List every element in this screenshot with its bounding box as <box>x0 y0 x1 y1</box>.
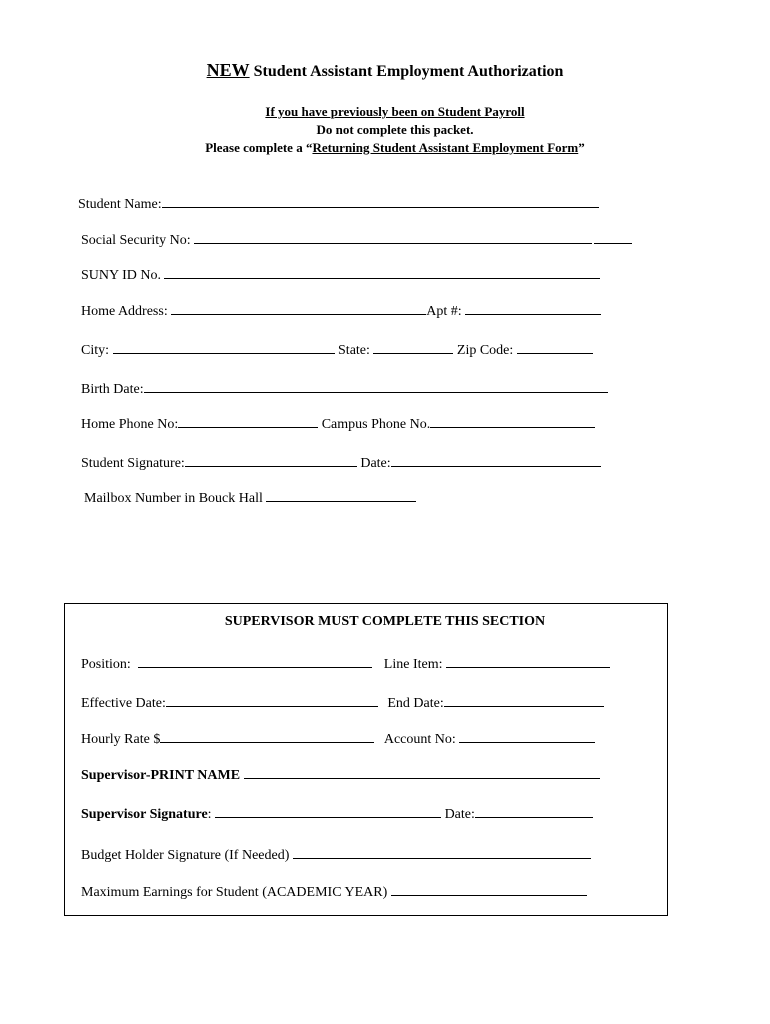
end-date-label: End Date: <box>387 696 444 711</box>
mailbox-row <box>84 487 416 505</box>
student-signature-label: Student Signature: <box>81 456 185 471</box>
notice-line-2: Do not complete this packet. <box>316 122 474 137</box>
student-date-label: Date: <box>360 456 391 471</box>
returning-form-name: Returning Student Assistant Employment Form <box>312 140 579 155</box>
ssn-field-suffix[interactable] <box>594 229 632 244</box>
supervisor-signature-row <box>81 803 593 821</box>
max-earnings-label: Maximum Earnings for Student (ACADEMIC YEAR) <box>81 885 388 900</box>
student-name-row <box>78 193 599 211</box>
student-date-field[interactable] <box>391 452 601 467</box>
city-label: City: <box>81 343 110 358</box>
print-name-field[interactable] <box>244 764 600 779</box>
student-name-field[interactable] <box>162 193 599 208</box>
state-field[interactable] <box>373 339 453 354</box>
city-field[interactable] <box>113 339 335 354</box>
budget-holder-field[interactable] <box>293 844 591 859</box>
supervisor-date-label: Date: <box>444 807 475 822</box>
apt-label: Apt #: <box>426 304 462 319</box>
zip-field[interactable] <box>517 339 593 354</box>
home-phone-field[interactable] <box>178 413 318 428</box>
position-label: Position: <box>81 657 131 672</box>
state-label: State: <box>338 343 370 358</box>
supervisor-section-box <box>64 603 668 916</box>
campus-phone-field[interactable] <box>430 413 595 428</box>
title-new: NEW <box>206 60 250 80</box>
supervisor-date-field[interactable] <box>475 803 593 818</box>
ssn-label: Social Security No: <box>81 233 191 248</box>
address-label: Home Address: <box>81 304 168 319</box>
home-phone-label: Home Phone No: <box>81 417 179 432</box>
phone-row <box>81 413 595 431</box>
apt-field[interactable] <box>465 300 601 315</box>
position-field[interactable] <box>138 653 372 668</box>
address-field[interactable] <box>171 300 426 315</box>
birth-date-label: Birth Date: <box>81 382 144 397</box>
notice-line-3-post: ” <box>578 140 585 155</box>
address-row <box>81 300 601 318</box>
account-no-field[interactable] <box>459 728 595 743</box>
line-item-field[interactable] <box>446 653 610 668</box>
campus-phone-label: Campus Phone No. <box>321 417 431 432</box>
max-earnings-field[interactable] <box>391 881 587 896</box>
student-signature-row <box>81 452 601 470</box>
mailbox-field[interactable] <box>266 487 416 502</box>
line-item-label: Line Item: <box>383 657 443 672</box>
suny-id-field[interactable] <box>164 264 600 279</box>
ssn-field[interactable] <box>194 229 592 244</box>
form-title <box>0 60 770 81</box>
effective-date-row <box>81 692 604 710</box>
hourly-rate-label: Hourly Rate $ <box>81 732 161 747</box>
notice-line-3 <box>0 140 770 156</box>
hourly-rate-field[interactable] <box>160 728 374 743</box>
supervisor-signature-field[interactable] <box>215 803 441 818</box>
notice-line-1: If you have previously been on Student Payroll <box>265 104 525 119</box>
supervisor-signature-colon: : <box>207 807 212 822</box>
print-name-row <box>81 764 600 782</box>
notice-line-3-pre: Please complete a “ <box>205 140 313 155</box>
account-no-label: Account No: <box>383 732 456 747</box>
title-rest: Student Assistant Employment Authorization <box>249 63 564 80</box>
effective-date-label: Effective Date: <box>81 696 166 711</box>
mailbox-label: Mailbox Number in Bouck Hall <box>84 491 263 506</box>
supervisor-signature-label: Supervisor Signature <box>81 807 208 822</box>
zip-label: Zip Code: <box>456 343 514 358</box>
birth-date-row <box>81 378 608 396</box>
suny-id-row <box>81 264 600 282</box>
budget-holder-row <box>81 844 591 862</box>
student-signature-field[interactable] <box>185 452 357 467</box>
position-row <box>81 653 610 671</box>
ssn-row <box>81 229 632 247</box>
effective-date-field[interactable] <box>166 692 378 707</box>
print-name-label: Supervisor-PRINT NAME <box>81 768 241 783</box>
birth-date-field[interactable] <box>144 378 608 393</box>
city-row <box>81 339 593 357</box>
supervisor-section-title: SUPERVISOR MUST COMPLETE THIS SECTION <box>224 614 546 629</box>
max-earnings-row <box>81 881 587 899</box>
hourly-rate-row <box>81 728 595 746</box>
end-date-field[interactable] <box>444 692 604 707</box>
student-name-label: Student Name: <box>78 197 162 212</box>
budget-holder-label: Budget Holder Signature (If Needed) <box>81 848 290 863</box>
suny-id-label: SUNY ID No. <box>81 268 161 283</box>
